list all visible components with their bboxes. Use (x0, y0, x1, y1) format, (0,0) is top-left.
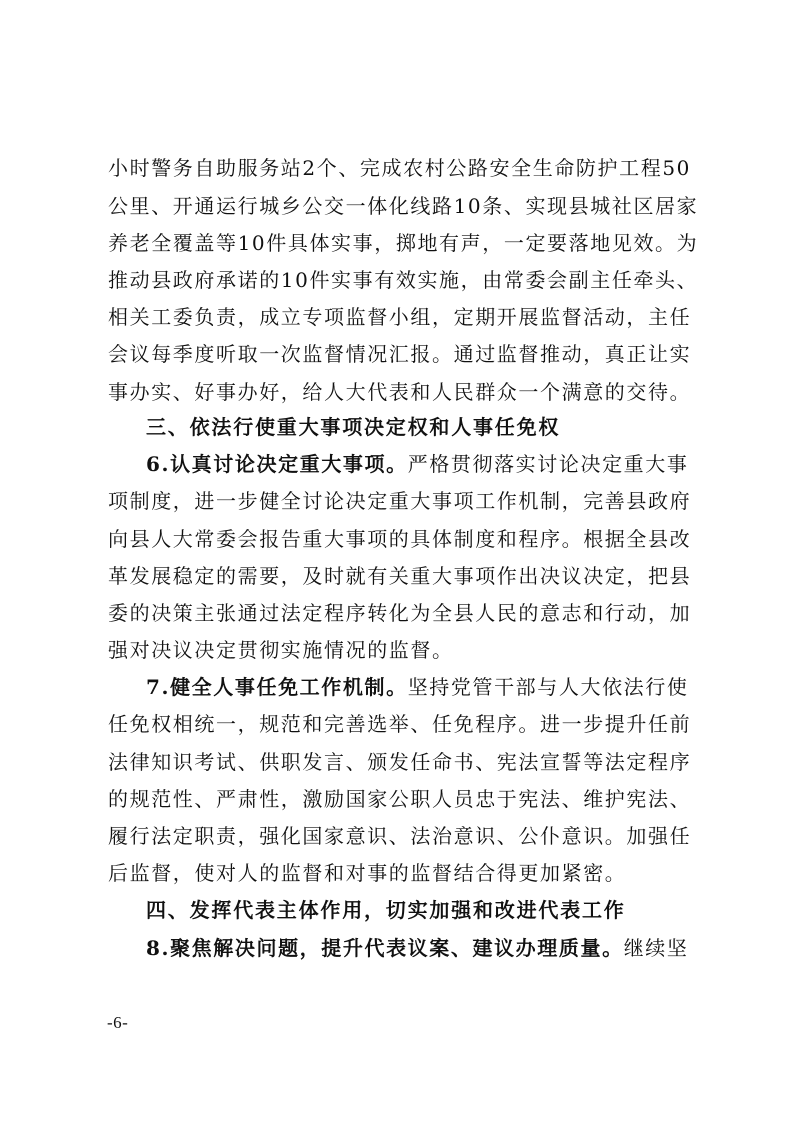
section-heading: 三、依法行使重大事项决定权和人事任免权 (146, 415, 561, 439)
body-line: 履行法定职责，强化国家意识、法治意识、公仆意识。加强任 (108, 824, 692, 848)
body-line: 任免权相统一，规范和完善选举、任免程序。进一步提升任前 (108, 712, 692, 736)
item-7-text: 坚持党管干部与人大依法行使 (407, 675, 689, 699)
body-line: 项制度，进一步健全讨论决定重大事项工作机制，完善县政府 (108, 489, 692, 513)
body-line: 相关工委负责，成立专项监督小组，定期开展监督活动，主任 (108, 305, 692, 329)
body-line: 小时警务自助服务站2个、完成农村公路安全生命防护工程50 (108, 156, 691, 180)
item-6-title: 6.认真讨论决定重大事项。 (146, 452, 408, 476)
item-6-first-line (146, 444, 688, 484)
page-number: -6- (107, 1013, 129, 1032)
body-line: 养老全覆盖等10件具体实事，掷地有声，一定要落地见效。为 (108, 231, 699, 255)
body-line: 委的决策主张通过法定程序转化为全县人民的意志和行动，加 (108, 601, 692, 625)
body-line: 后监督，使对人的监督和对事的监督结合得更加紧密。 (108, 861, 627, 885)
body-line: 强对决议决定贯彻实施情况的监督。 (108, 638, 454, 662)
item-6-text: 严格贯彻落实讨论决定重大事 (407, 452, 689, 476)
item-8-title: 8.聚焦解决问题，提升代表议案、建议办理质量。 (146, 936, 624, 960)
body-line: 向县人大常委会报告重大事项的具体制度和程序。根据全县改 (108, 527, 692, 551)
body-line: 的规范性、严肃性，激励国家公职人员忠于宪法、维护宪法、 (108, 787, 692, 811)
body-line: 公里、开通运行城乡公交一体化线路10条、实现县城社区居家 (108, 194, 699, 218)
section-heading: 四、发挥代表主体作用，切实加强和改进代表工作 (146, 898, 626, 922)
item-7-first-line (146, 667, 688, 707)
body-line: 事办实、好事办好，给人大代表和人民群众一个满意的交待。 (108, 380, 692, 404)
item-8-first-line (146, 928, 688, 968)
item-8-text: 继续坚 (623, 936, 689, 960)
body-line: 会议每季度听取一次监督情况汇报。通过监督推动，真正让实 (108, 342, 692, 366)
body-line: 推动县政府承诺的10件实事有效实施，由常委会副主任牵头、 (108, 268, 699, 292)
body-line: 法律知识考试、供职发言、颁发任命书、宪法宣誓等法定程序 (108, 750, 692, 774)
item-7-title: 7.健全人事任免工作机制。 (146, 675, 408, 699)
body-line: 革发展稳定的需要，及时就有关重大事项作出决议决定，把县 (108, 564, 692, 588)
